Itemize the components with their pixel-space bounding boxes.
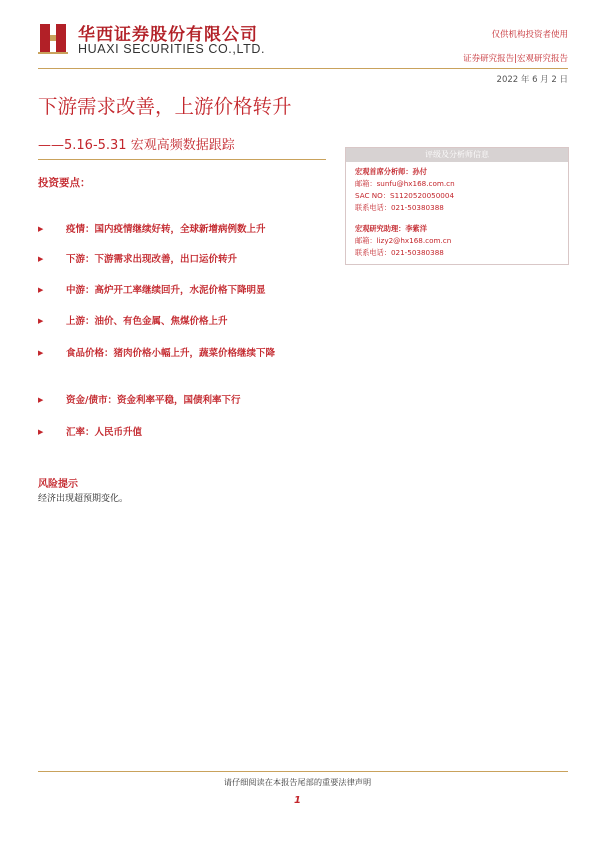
point-item [38,393,338,408]
report-title: 下游需求改善，上游价格转升 [38,95,292,118]
legal-disclaimer: 请仔细阅读在本报告尾部的重要法律声明 [223,777,372,787]
point-item [38,346,338,361]
analyst-2-phone: 联系电话：021-50380388 [355,248,444,257]
analyst-2-email[interactable]: 邮箱：lizy2@hx168.com.cn [355,236,452,245]
company-name-en: HUAXI SECURITIES CO.,LTD. [78,42,266,56]
risk-heading: 风险提示 [38,479,78,490]
point-text: 下游：下游需求出现改善，出口运价转升 [66,254,238,265]
analyst-2-name: 宏观研究助理：李紫洋 [355,224,427,233]
point-text: 汇率：人民币升值 [66,427,143,438]
bullet-icon: ▶ [38,286,44,294]
point-text: 疫情：国内疫情继续好转，全球新增病例数上升 [66,224,266,235]
bullet-icon: ▶ [38,396,44,404]
bullet-icon: ▶ [38,428,44,436]
page-number: 1 [294,795,301,806]
analyst-info-box [345,147,569,265]
point-text: 上游：油价、有色金属、焦煤价格上升 [66,316,228,327]
analyst-1-phone: 联系电话：021-50380388 [355,203,444,212]
risk-text: 经济出现超预期变化。 [38,494,129,504]
footer-divider [38,771,568,772]
point-item [38,222,338,237]
huaxi-logo-icon [38,22,68,54]
point-item [38,425,338,440]
bullet-icon: ▶ [38,349,44,357]
point-text: 中游：高炉开工率继续回升，水泥价格下降明显 [66,285,266,296]
bullet-icon: ▶ [38,225,44,233]
audience-tagline: 仅供机构投资者使用 [491,30,568,40]
analyst-box-header: 评级及分析师信息 [346,148,568,162]
report-date: 2022 年 6 月 2 日 [496,75,568,85]
report-subtitle: ——5.16-5.31 宏观高频数据跟踪 [38,138,235,153]
point-item [38,314,338,329]
point-text: 食品价格：猪肉价格小幅上升，蔬菜价格继续下降 [66,348,276,359]
analyst-1-email[interactable]: 邮箱：sunfu@hx168.com.cn [355,179,455,188]
report-type: 证券研究报告|宏观研究报告 [463,54,568,64]
bullet-icon: ▶ [38,317,44,325]
analyst-1-sac: SAC NO：S1120520050004 [355,191,455,200]
company-name-cn: 华西证券股份有限公司 [78,25,258,45]
point-text: 资金/债市：资金利率平稳，国债利率下行 [66,395,241,406]
point-item [38,283,338,298]
header-divider [38,68,568,69]
title-divider [38,159,326,160]
point-item [38,252,338,267]
points-heading: 投资要点： [38,177,91,189]
analyst-1-name: 宏观首席分析师：孙付 [355,167,427,176]
bullet-icon: ▶ [38,255,44,263]
